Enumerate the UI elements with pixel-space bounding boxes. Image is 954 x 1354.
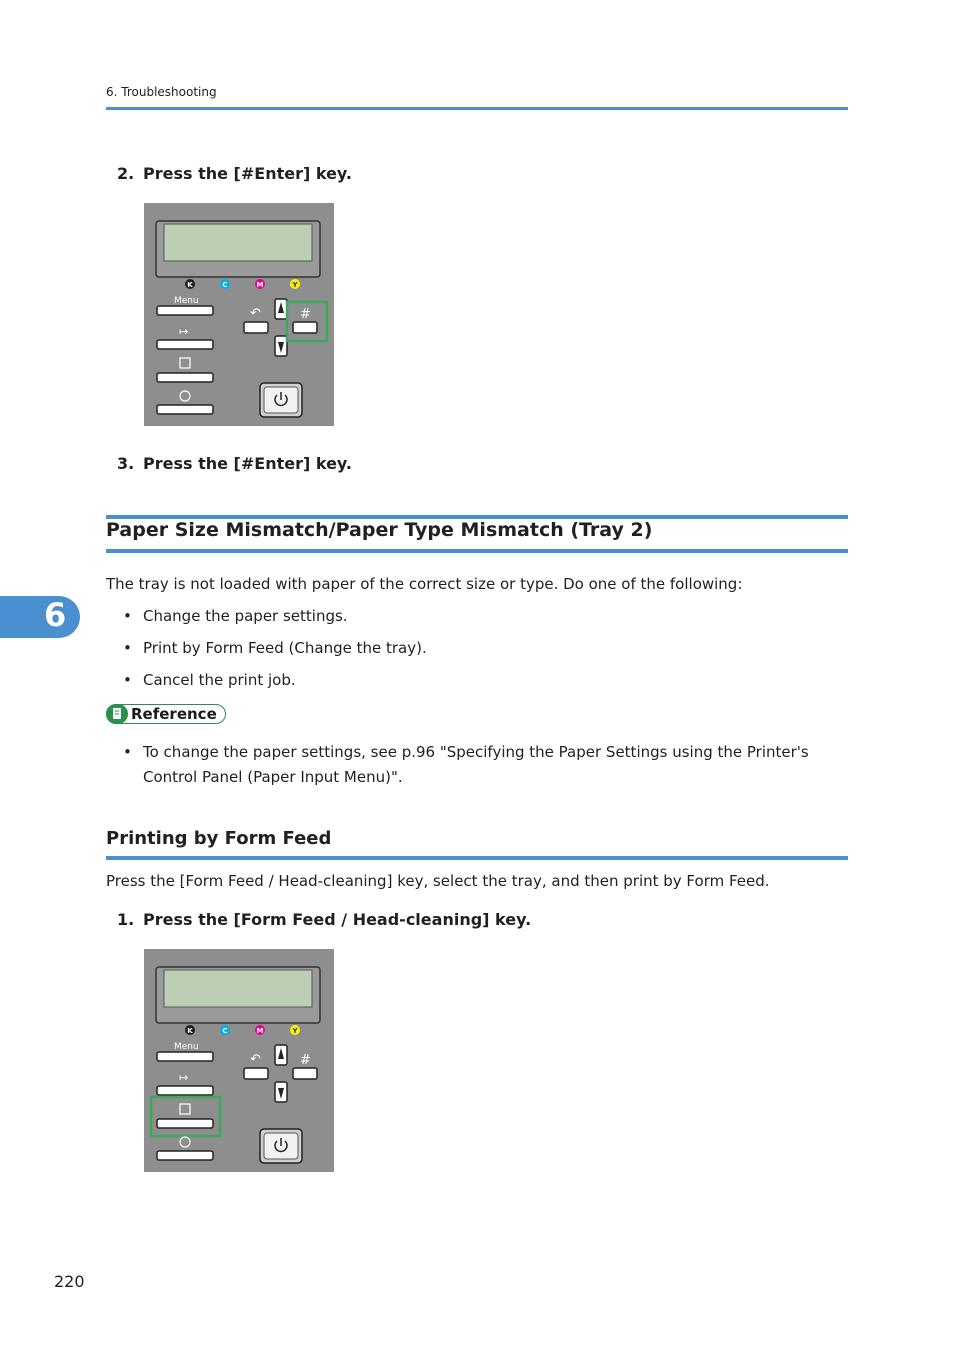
form-feed-key [157, 373, 213, 382]
svg-text:M: M [256, 1027, 264, 1035]
svg-text:C: C [222, 1027, 228, 1035]
reference-icon [106, 704, 128, 724]
reference-item: • To change the paper settings, see p.96 "Specifying the Paper Settings using the Printer's Control Panel (Paper Input Menu)". [123, 743, 809, 786]
svg-text:#: # [300, 307, 311, 322]
svg-text:C: C [222, 281, 228, 289]
section-rule-bottom [106, 549, 848, 553]
escape-key [244, 322, 268, 333]
svg-text:Menu: Menu [174, 296, 199, 306]
list-item: • Change the paper settings. [123, 607, 348, 625]
chapter-tab: 6 [0, 596, 80, 638]
step-number: 3. [117, 454, 135, 473]
step-text: Press the [Form Feed / Head-cleaning] key. [143, 910, 532, 929]
step-3 [117, 454, 352, 473]
reference-label: Reference [131, 705, 217, 723]
page-number: 220 [54, 1272, 85, 1291]
subsection-rule [106, 856, 848, 860]
section-intro: The tray is not loaded with paper of the correct size or type. Do one of the following: [106, 575, 743, 593]
svg-text:↶: ↶ [250, 1052, 261, 1067]
control-panel-figure-form-feed [144, 949, 334, 1172]
svg-text:↦: ↦ [179, 1071, 189, 1084]
job-reset-key [157, 1086, 213, 1095]
lcd-display [164, 224, 312, 261]
running-head: 6. Troubleshooting [106, 85, 217, 99]
cancel-key [157, 405, 213, 414]
cancel-key [157, 1151, 213, 1160]
step-2 [117, 164, 352, 183]
list-item: • Cancel the print job. [123, 671, 296, 689]
subsection-title: Printing by Form Feed [106, 828, 332, 849]
svg-text:Y: Y [292, 1027, 298, 1035]
list-item: • Print by Form Feed (Change the tray). [123, 639, 427, 657]
step-text: Press the [#Enter] key. [143, 164, 352, 183]
svg-text:Menu: Menu [174, 1042, 199, 1052]
lcd-display [164, 970, 312, 1007]
reference-badge [106, 704, 226, 724]
section-title: Paper Size Mismatch/Paper Type Mismatch (Tray 2) [106, 519, 653, 541]
step-text: Press the [#Enter] key. [143, 454, 352, 473]
svg-text:K: K [187, 281, 193, 289]
subsection-intro: Press the [Form Feed / Head-cleaning] key, select the tray, and then print by Form Feed. [106, 872, 770, 890]
control-panel-figure-enter [144, 203, 334, 426]
enter-key [293, 1068, 317, 1079]
step-number: 1. [117, 910, 135, 929]
svg-text:Y: Y [292, 281, 298, 289]
enter-key [293, 322, 317, 333]
svg-text:K: K [187, 1027, 193, 1035]
form-feed-key [157, 1119, 213, 1128]
step-1 [117, 910, 531, 929]
job-reset-key [157, 340, 213, 349]
menu-key [157, 306, 213, 315]
step-number: 2. [117, 164, 135, 183]
svg-text:↶: ↶ [250, 306, 261, 321]
svg-text:#: # [300, 1053, 311, 1068]
header-rule [106, 107, 848, 110]
svg-text:M: M [256, 281, 264, 289]
svg-text:↦: ↦ [179, 325, 189, 338]
escape-key [244, 1068, 268, 1079]
menu-key [157, 1052, 213, 1061]
